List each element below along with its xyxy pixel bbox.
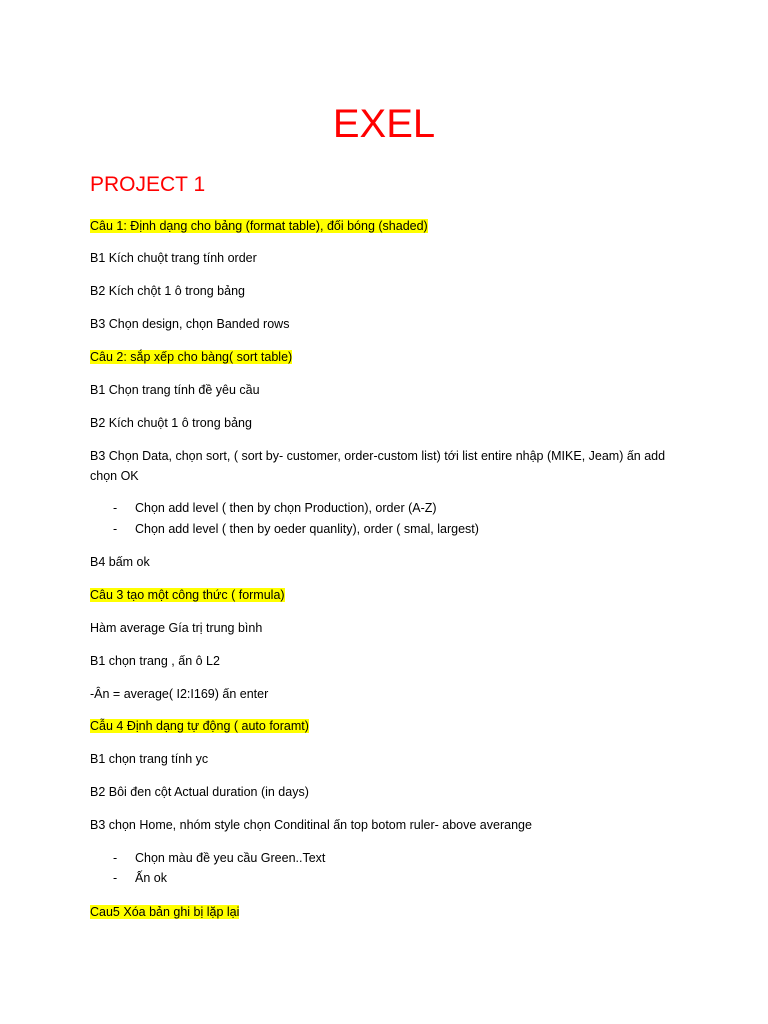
question-4-highlight: Cẫu 4 Định dạng tự động ( auto foramt) xyxy=(90,719,309,733)
question-2-highlight: Câu 2: sắp xếp cho bàng( sort table) xyxy=(90,350,293,364)
q3-step-1: B1 chọn trang , ấn ô L2 xyxy=(90,654,220,668)
question-2-line xyxy=(90,348,292,366)
q2-step-1: B1 Chọn trang tính đề yêu cầu xyxy=(90,383,260,397)
bullet-dash: - xyxy=(113,522,118,536)
project-heading: PROJECT 1 xyxy=(90,173,206,196)
q2-bullet-2-text: Chọn add level ( then by oeder quanlity), order ( smal, largest) xyxy=(135,522,479,536)
question-1-highlight: Câu 1: Định dạng cho bảng (format table), đối bóng (shaded) xyxy=(90,219,428,233)
q2-step-3-line-1: B3 Chọn Data, chọn sort, ( sort by- customer, order-custom list) tới list entire nhập (MIKE, Jeam) ấn add xyxy=(90,449,666,463)
q1-step-2: B2 Kích chột 1 ô trong bảng xyxy=(90,284,245,298)
question-5-highlight: Cau5 Xóa bản ghi bị lặp lại xyxy=(90,905,240,919)
question-5-line xyxy=(90,903,239,921)
question-3-line xyxy=(90,586,285,604)
q3-step-2: -Ân = average( I2:I169) ấn enter xyxy=(90,687,269,701)
question-3-highlight: Câu 3 tạo một công thức ( formula) xyxy=(90,588,285,602)
q4-bullet-2 xyxy=(113,869,167,887)
q2-step-4: B4 bấm ok xyxy=(90,555,150,569)
q2-bullet-2 xyxy=(113,520,479,538)
q4-bullet-1-text: Chọn màu đề yeu cầu Green..Text xyxy=(135,851,326,865)
q1-step-3: B3 Chọn design, chọn Banded rows xyxy=(90,317,290,331)
q3-description: Hàm average Gía trị trung bình xyxy=(90,621,263,635)
q4-bullet-1 xyxy=(113,849,325,867)
bullet-dash: - xyxy=(113,871,118,885)
document-title: EXEL xyxy=(332,102,436,146)
q2-step-3-line-2: chọn OK xyxy=(90,469,139,483)
q4-bullet-2-text: Ấn ok xyxy=(135,871,167,885)
q2-bullet-1 xyxy=(113,499,437,517)
q2-step-2: B2 Kích chuột 1 ô trong bảng xyxy=(90,416,252,430)
q2-bullet-1-text: Chọn add level ( then by chọn Production), order (A-Z) xyxy=(135,501,437,515)
q4-step-2: B2 Bôi đen cột Actual duration (in days) xyxy=(90,785,309,799)
q1-step-1: B1 Kích chuột trang tính order xyxy=(90,251,257,265)
bullet-dash: - xyxy=(113,501,118,515)
question-4-line xyxy=(90,717,309,735)
question-1-line xyxy=(90,217,428,235)
q4-step-1: B1 chọn trang tính yc xyxy=(90,752,209,766)
bullet-dash: - xyxy=(113,851,118,865)
q4-step-3: B3 chọn Home, nhóm style chọn Conditinal ấn top botom ruler- above averange xyxy=(90,818,532,832)
